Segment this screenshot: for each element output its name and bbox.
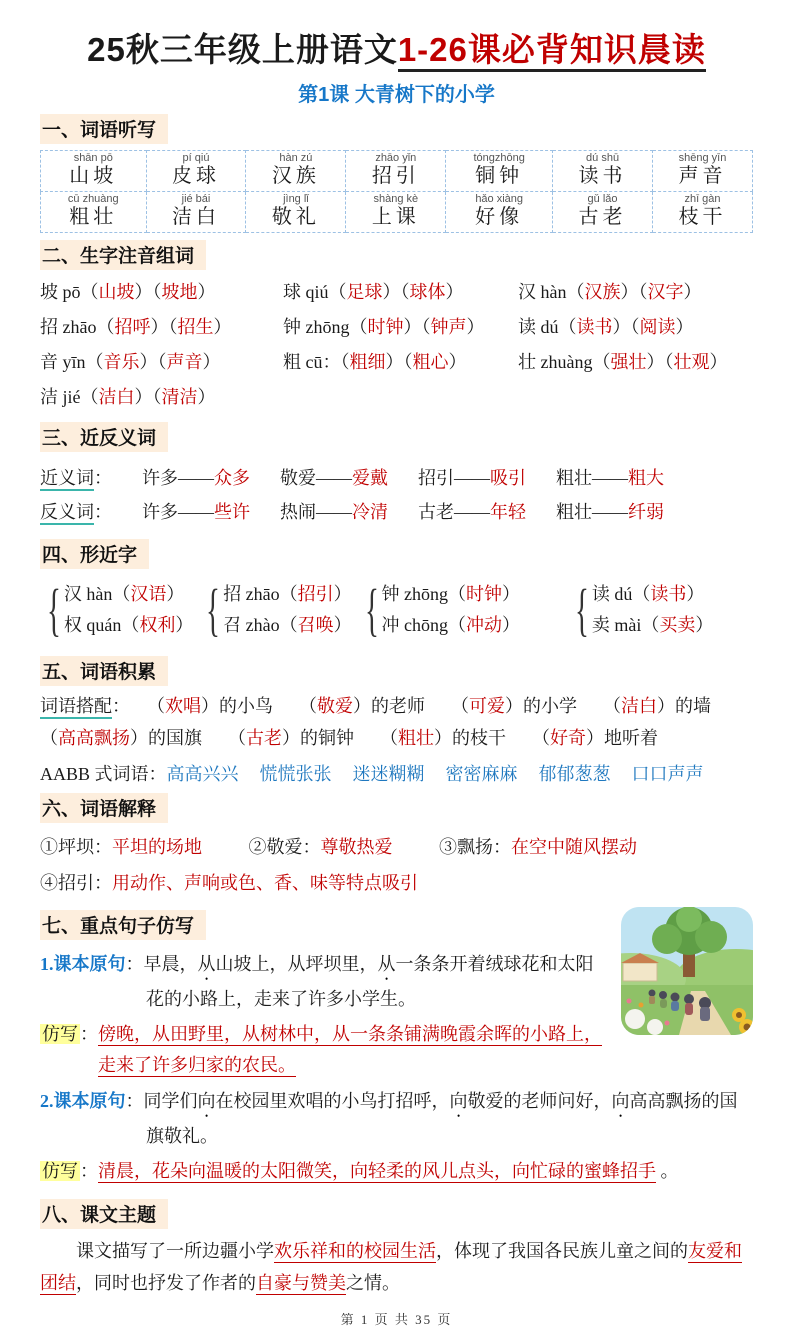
dictation-cell xyxy=(41,150,147,191)
zuci-entry: 音 yīn（音乐）（声音） xyxy=(40,351,221,372)
dictation-cell xyxy=(146,150,246,191)
dictation-cell xyxy=(41,191,147,232)
pinyin: tóngzhōng xyxy=(473,151,525,164)
section-similar-characters xyxy=(40,532,753,641)
word: 招引 xyxy=(371,164,420,187)
dictation-cell xyxy=(653,191,753,232)
section-heading: 四、形近字 xyxy=(40,539,149,569)
section-synonyms-antonyms xyxy=(40,415,753,524)
word: 铜钟 xyxy=(475,164,524,187)
word: 声音 xyxy=(678,164,727,187)
zuci-entry: 球 qiú（足球）（球体） xyxy=(283,281,464,302)
pinyin: dú shū xyxy=(586,151,620,164)
definition-line xyxy=(40,831,753,863)
theme-paragraph: 课文描写了一所边疆小学欢乐祥和的校园生活，体现了我国各民族儿童之间的友爱和团结，同时也抒发了作者的自豪与赞美之情。 xyxy=(40,1240,742,1293)
brace-glyph: { xyxy=(46,576,61,642)
section-heading: 一、词语听写 xyxy=(40,114,168,144)
zuci-entry: 洁 jié（洁白）（清洁） xyxy=(40,386,216,407)
pinyin: zhī gàn xyxy=(684,192,721,205)
section-zuci xyxy=(40,233,753,409)
section-heading: 二、生字注音组词 xyxy=(40,240,206,270)
section-heading: 六、词语解释 xyxy=(40,793,168,823)
pinyin: shēng yīn xyxy=(678,151,727,164)
aabb-word: 口口声声 xyxy=(631,763,704,784)
sentence-label: 1.课本原句 xyxy=(40,953,126,974)
collocation: （可爱）的小学 xyxy=(451,695,577,716)
word: 古老 xyxy=(578,205,627,228)
word-pair: 敬爱——爱戴 xyxy=(280,467,388,488)
word-pair: 粗壮——粗大 xyxy=(556,467,664,488)
similar-char-group: { 招 zhāo（招引） 召 zhào（召唤） xyxy=(206,576,352,642)
pinyin: shān pō xyxy=(73,151,113,164)
section-heading: 八、课文主题 xyxy=(40,1199,168,1229)
word-pair: 粗壮——纤弱 xyxy=(556,501,664,522)
aabb-word: 郁郁葱葱 xyxy=(538,763,611,784)
word-pair: 许多——众多 xyxy=(142,467,250,488)
collocation: （欢唱）的小鸟 xyxy=(156,695,273,716)
zuci-entry: 粗 cū：（粗细）（粗心） xyxy=(283,351,467,372)
word: 山坡 xyxy=(69,164,118,187)
aabb-word: 迷迷糊糊 xyxy=(352,763,425,784)
definition-line xyxy=(40,867,753,899)
page-number: 第 1 页 共 35 页 xyxy=(340,1311,453,1327)
zuci-entry: 读 dú（读书）（阅读） xyxy=(518,316,694,337)
zuci-grid xyxy=(40,278,753,409)
brace-glyph: { xyxy=(364,576,379,642)
collocation: （好奇）地听着 xyxy=(532,727,658,748)
collocation-label: 词语搭配 xyxy=(40,696,112,719)
word-pair: 古老——年轻 xyxy=(418,501,526,522)
collocation: （古老）的铜钟 xyxy=(228,727,354,748)
synonym-row: 近义词： 许多——众多 敬爱——爱戴 招引——吸引 粗壮——粗大 xyxy=(40,464,753,490)
section-word-accumulation xyxy=(40,649,753,786)
section-heading: 五、词语积累 xyxy=(40,656,168,686)
similar-char-group: { 钟 zhōng（时钟） 冲 chōng（冲动） xyxy=(364,576,521,642)
aabb-word: 慌慌张张 xyxy=(259,763,332,784)
dictation-cell xyxy=(346,150,446,191)
aabb-label: AABB 式词语： xyxy=(40,763,167,784)
pinyin: zhāo yǐn xyxy=(375,151,417,164)
definition: ①坪坝：平坦的场地 xyxy=(40,836,202,857)
word-pair: 许多——些许 xyxy=(142,501,250,522)
zuci-entry: 汉 hàn（汉族）（汉字） xyxy=(518,281,702,302)
word: 读书 xyxy=(578,164,627,187)
row-label: 近义词 xyxy=(40,468,94,491)
zuci-entry: 招 zhāo（招呼）（招生） xyxy=(40,316,232,337)
original-sentence-1: 1.课本原句：早晨，从山坡上，从坪坝里，从一条条开着绒球花和太阳花的小路上，走来了许多小学生。 xyxy=(40,953,594,1009)
word: 枝干 xyxy=(678,205,727,228)
zuci-entry: 钟 zhōng（时钟）（钟声） xyxy=(283,316,485,337)
brace-glyph: { xyxy=(206,576,221,642)
imitation-sentence-1: 仿写 ：傍晚，从田野里，从树林中，从一条条铺满晚霞余晖的小路上，走来了许多归家的农民。 xyxy=(42,1023,602,1075)
table-row xyxy=(41,191,753,232)
pinyin: jìng lǐ xyxy=(283,192,309,205)
collocation: （高高飘扬）的国旗 xyxy=(40,727,202,748)
aabb-words-line xyxy=(40,760,753,786)
title-black-part: 25秋三年级上册语文 xyxy=(87,31,398,68)
definition: ④招引：用动作、声响或色、香、味等特点吸引 xyxy=(40,872,418,893)
dictation-cell xyxy=(653,150,753,191)
zuci-entry: 壮 zhuàng（强壮）（壮观） xyxy=(518,351,728,372)
dictation-cell xyxy=(446,191,553,232)
dictation-cell xyxy=(146,191,246,232)
page-title xyxy=(40,30,753,70)
imitation-label: 仿写 xyxy=(42,1160,78,1181)
definition: ②敬爱：尊敬热爱 xyxy=(248,836,393,857)
pinyin: shàng kè xyxy=(373,192,419,205)
title-red-part: 1-26课必背知识晨读 xyxy=(398,31,706,72)
word: 皮球 xyxy=(172,164,220,187)
similar-char-group: { 读 dú（读书） 卖 mài（买卖） xyxy=(574,576,714,642)
section-sentence-imitation xyxy=(40,903,753,1187)
pinyin: gǔ lǎo xyxy=(587,192,618,205)
imitation-sentence-2: 仿写 ：清晨，花朵向温暖的太阳微笑，向轻柔的风儿点头，向忙碌的蜜蜂招手 。 xyxy=(42,1160,679,1181)
aabb-word: 高高兴兴 xyxy=(166,763,239,784)
section-word-definitions xyxy=(40,786,753,899)
collocation-block: 词语搭配： （欢唱）的小鸟 （敬爱）的老师 （可爱）的小学 （洁白）的墙（高高飘扬）的国旗 （古老）的铜钟 （粗壮）的枝干 （好奇）地听着 xyxy=(40,695,711,748)
dictation-cell xyxy=(246,191,346,232)
dictation-cell xyxy=(346,191,446,232)
word: 汉族 xyxy=(271,164,320,187)
pinyin: jié bái xyxy=(181,192,211,205)
row-label: 反义词 xyxy=(40,502,94,525)
brace-glyph: { xyxy=(574,576,589,642)
sentence-label: 2.课本原句 xyxy=(40,1090,126,1111)
aabb-word: 密密麻麻 xyxy=(445,763,518,784)
word: 洁白 xyxy=(172,205,220,228)
dictation-cell xyxy=(553,191,653,232)
dictation-cell xyxy=(553,150,653,191)
word: 上课 xyxy=(371,205,420,228)
section-text-theme xyxy=(40,1192,753,1299)
collocation: （敬爱）的老师 xyxy=(299,695,425,716)
dictation-cell xyxy=(246,150,346,191)
dictation-cell xyxy=(446,150,553,191)
word: 好像 xyxy=(475,205,524,228)
dictation-table xyxy=(40,150,753,233)
word-pair: 热闹——冷清 xyxy=(280,501,388,522)
word: 粗壮 xyxy=(69,205,118,228)
similar-char-group: { 汉 hàn（汉语） 权 quán（权利） xyxy=(46,576,194,642)
pinyin: pí qiú xyxy=(182,151,210,164)
pinyin: cū zhuàng xyxy=(67,192,119,205)
section-heading: 七、重点句子仿写 xyxy=(40,910,206,940)
section-dictation xyxy=(40,107,753,233)
section-heading: 三、近反义词 xyxy=(40,422,168,452)
definition: ③飘扬：在空中随风摆动 xyxy=(439,836,637,857)
table-row xyxy=(41,150,753,191)
lesson-subtitle: 第1课 大青树下的小学 xyxy=(298,83,495,106)
original-sentence-2: 2.课本原句：同学们向在校园里欢唱的小鸟打招呼，向敬爱的老师问好，向高高飘扬的国旗敬礼。 xyxy=(40,1090,738,1146)
collocation: （粗壮）的枝干 xyxy=(380,727,506,748)
imitation-label: 仿写 xyxy=(42,1023,78,1044)
similar-char-groups xyxy=(40,576,753,642)
zuci-entry: 坡 pō（山坡）（坡地） xyxy=(40,281,216,302)
word: 敬礼 xyxy=(271,205,320,228)
pinyin: hàn zú xyxy=(279,151,313,164)
pinyin: hǎo xiàng xyxy=(475,192,524,205)
antonym-row: 反义词： 许多——些许 热闹——冷清 古老——年轻 粗壮——纤弱 xyxy=(40,498,753,524)
collocation: （洁白）的墙 xyxy=(603,695,711,716)
word-pair: 招引——吸引 xyxy=(418,467,526,488)
classroom-illustration xyxy=(621,907,753,1035)
